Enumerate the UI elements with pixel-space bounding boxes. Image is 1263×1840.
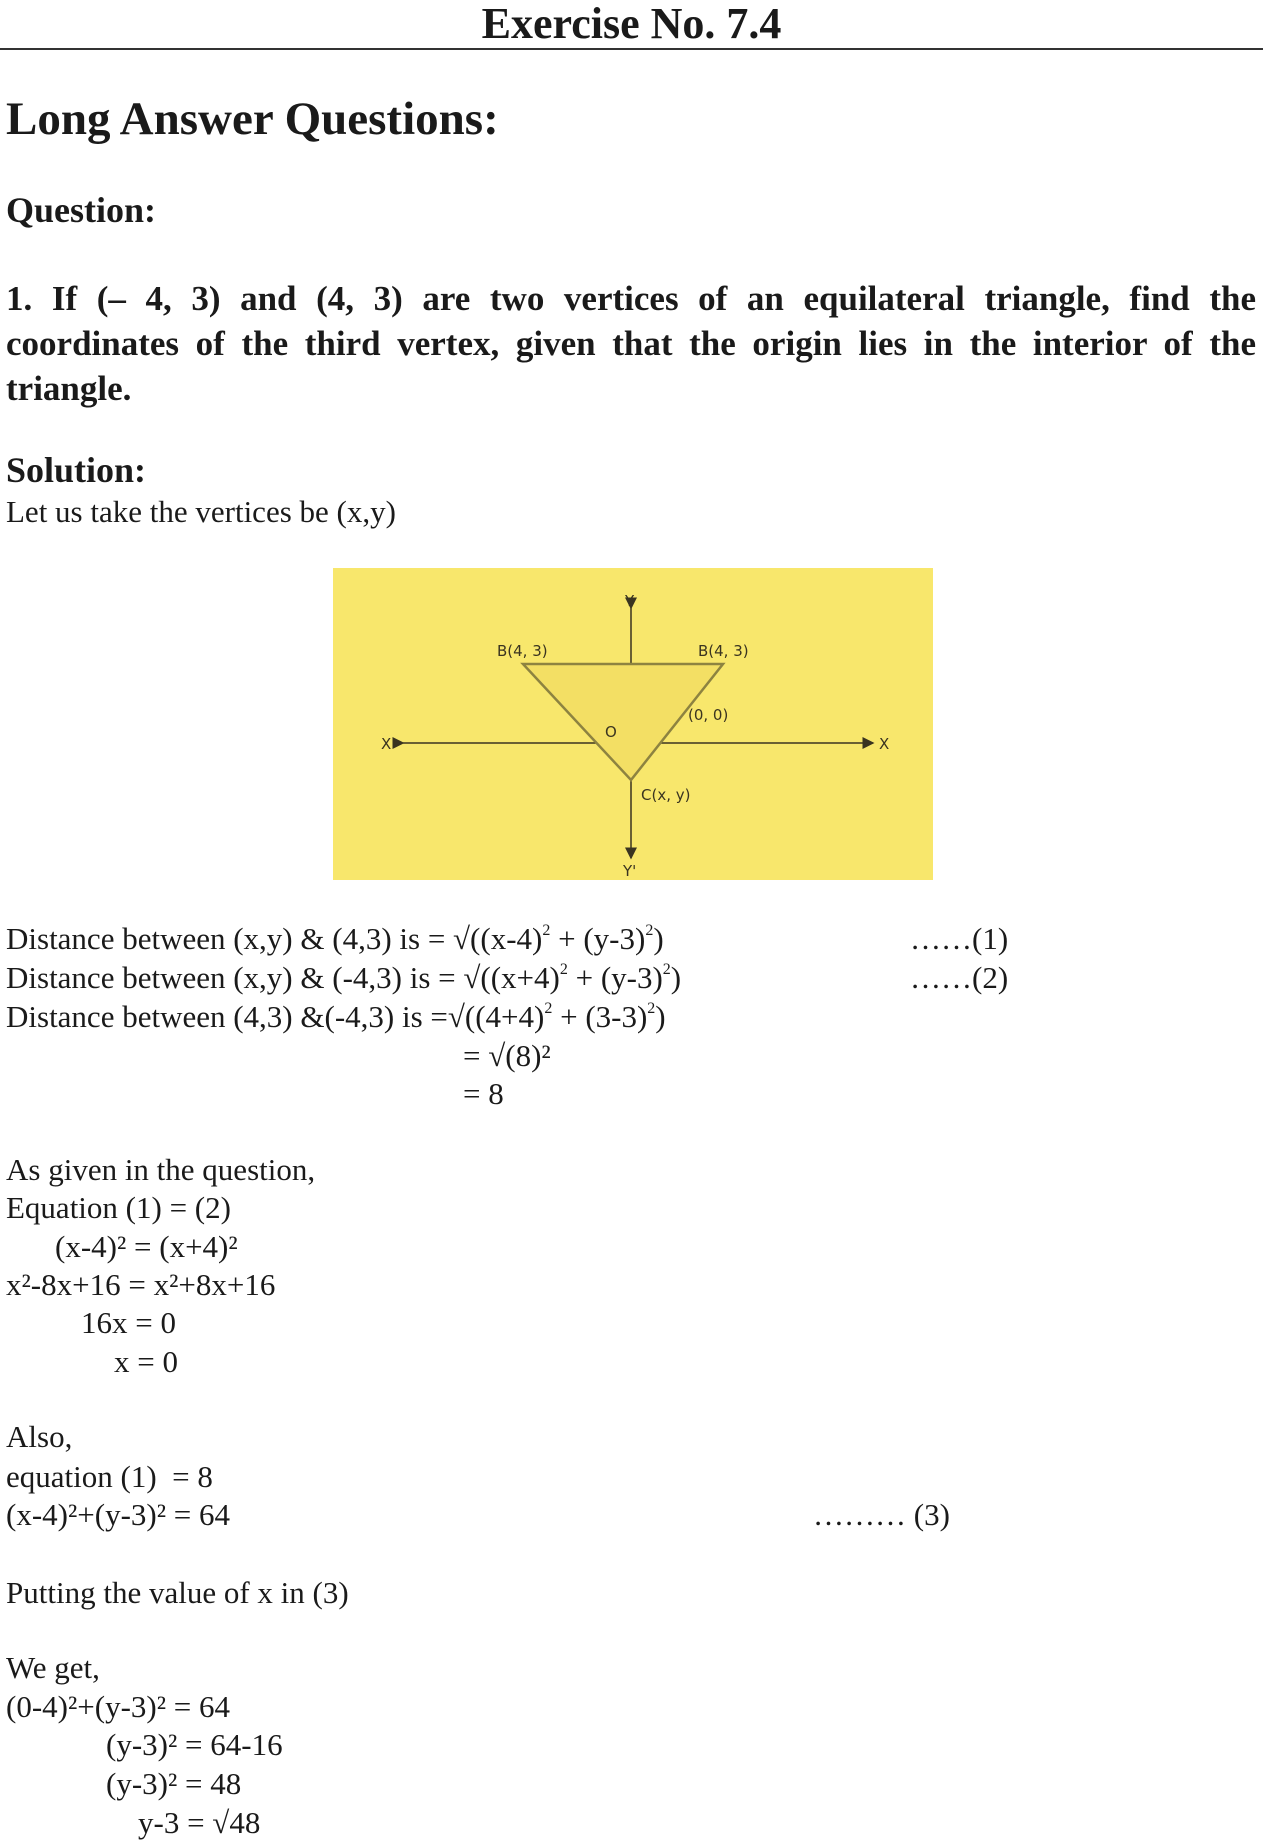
text: 2 <box>559 961 568 978</box>
origin-coords-label: (0, 0) <box>688 706 729 724</box>
equation-tag-2: ……(2) <box>910 960 1009 995</box>
title-divider <box>0 48 1263 50</box>
equation-tag-3: ……… (3) <box>813 1497 950 1532</box>
step-line: (x-4)²+(y-3)² = 64 <box>6 1497 230 1532</box>
text: ) <box>670 960 682 995</box>
step-line: y-3 = √48 <box>138 1805 261 1840</box>
distance-3-step-2: = 8 <box>463 1076 504 1111</box>
right-vertex-label: B(4, 3) <box>698 642 749 660</box>
step-line: equation (1) = 8 <box>6 1459 213 1494</box>
text: 2 <box>645 922 654 939</box>
equation-tag-1: ……(1) <box>910 921 1009 956</box>
x-label: X <box>879 735 890 753</box>
y-prime-label: Y' <box>623 862 637 880</box>
step-line: x²-8x+16 = x²+8x+16 <box>6 1267 276 1302</box>
page-title: Exercise No. 7.4 <box>481 0 782 48</box>
y-label: Y <box>625 592 635 610</box>
text: + (y-3) <box>567 960 663 995</box>
step-line: (y-3)² = 64-16 <box>106 1727 283 1762</box>
step-line: 16x = 0 <box>81 1305 176 1340</box>
text: Distance between (x,y) & (-4,3) is = √((x+4) <box>6 960 560 995</box>
step-line: (0-4)²+(y-3)² = 64 <box>6 1689 230 1724</box>
solution-intro: Let us take the vertices be (x,y) <box>6 494 396 529</box>
text: + (3-3) <box>552 999 648 1034</box>
triangle-figure <box>333 568 933 880</box>
text: ) <box>655 999 666 1034</box>
solution-label: Solution: <box>6 450 147 490</box>
step-line: Also, <box>6 1419 73 1454</box>
question-label: Question: <box>6 190 157 230</box>
text: ) <box>653 921 664 956</box>
text: 2 <box>544 1000 553 1017</box>
distance-3 <box>6 1001 666 1032</box>
left-vertex-label: B(4, 3) <box>497 642 548 660</box>
distance-2 <box>6 962 681 993</box>
step-line: Equation (1) = (2) <box>6 1190 231 1225</box>
text: 2 <box>662 961 671 978</box>
text: Distance between (x,y) & (4,3) is = √((x-4) <box>6 921 543 956</box>
step-line: Putting the value of x in (3) <box>6 1575 349 1610</box>
question-text: 1. If (– 4, 3) and (4, 3) are two vertices of an equilateral triangle, find the coordinates of the third vertex, given that the origin lies in the interior of the triangle. <box>6 279 1256 408</box>
step-line: (y-3)² = 48 <box>106 1766 242 1801</box>
third-vertex-label: C(x, y) <box>641 786 691 804</box>
step-line: (x-4)² = (x+4)² <box>55 1229 238 1264</box>
text: 2 <box>647 1000 656 1017</box>
text: 2 <box>542 922 551 939</box>
distance-3-step-1: = √(8)² <box>463 1038 551 1073</box>
x-prime-label: X' <box>381 735 396 753</box>
origin-label: O <box>605 723 617 741</box>
text: + (y-3) <box>550 921 646 956</box>
step-line: We get, <box>6 1650 100 1685</box>
text: Distance between (4,3) &(-4,3) is =√((4+4) <box>6 999 545 1034</box>
step-line: As given in the question, <box>6 1152 316 1187</box>
distance-1 <box>6 923 664 954</box>
section-title: Long Answer Questions: <box>6 93 499 145</box>
step-line: x = 0 <box>114 1344 178 1379</box>
